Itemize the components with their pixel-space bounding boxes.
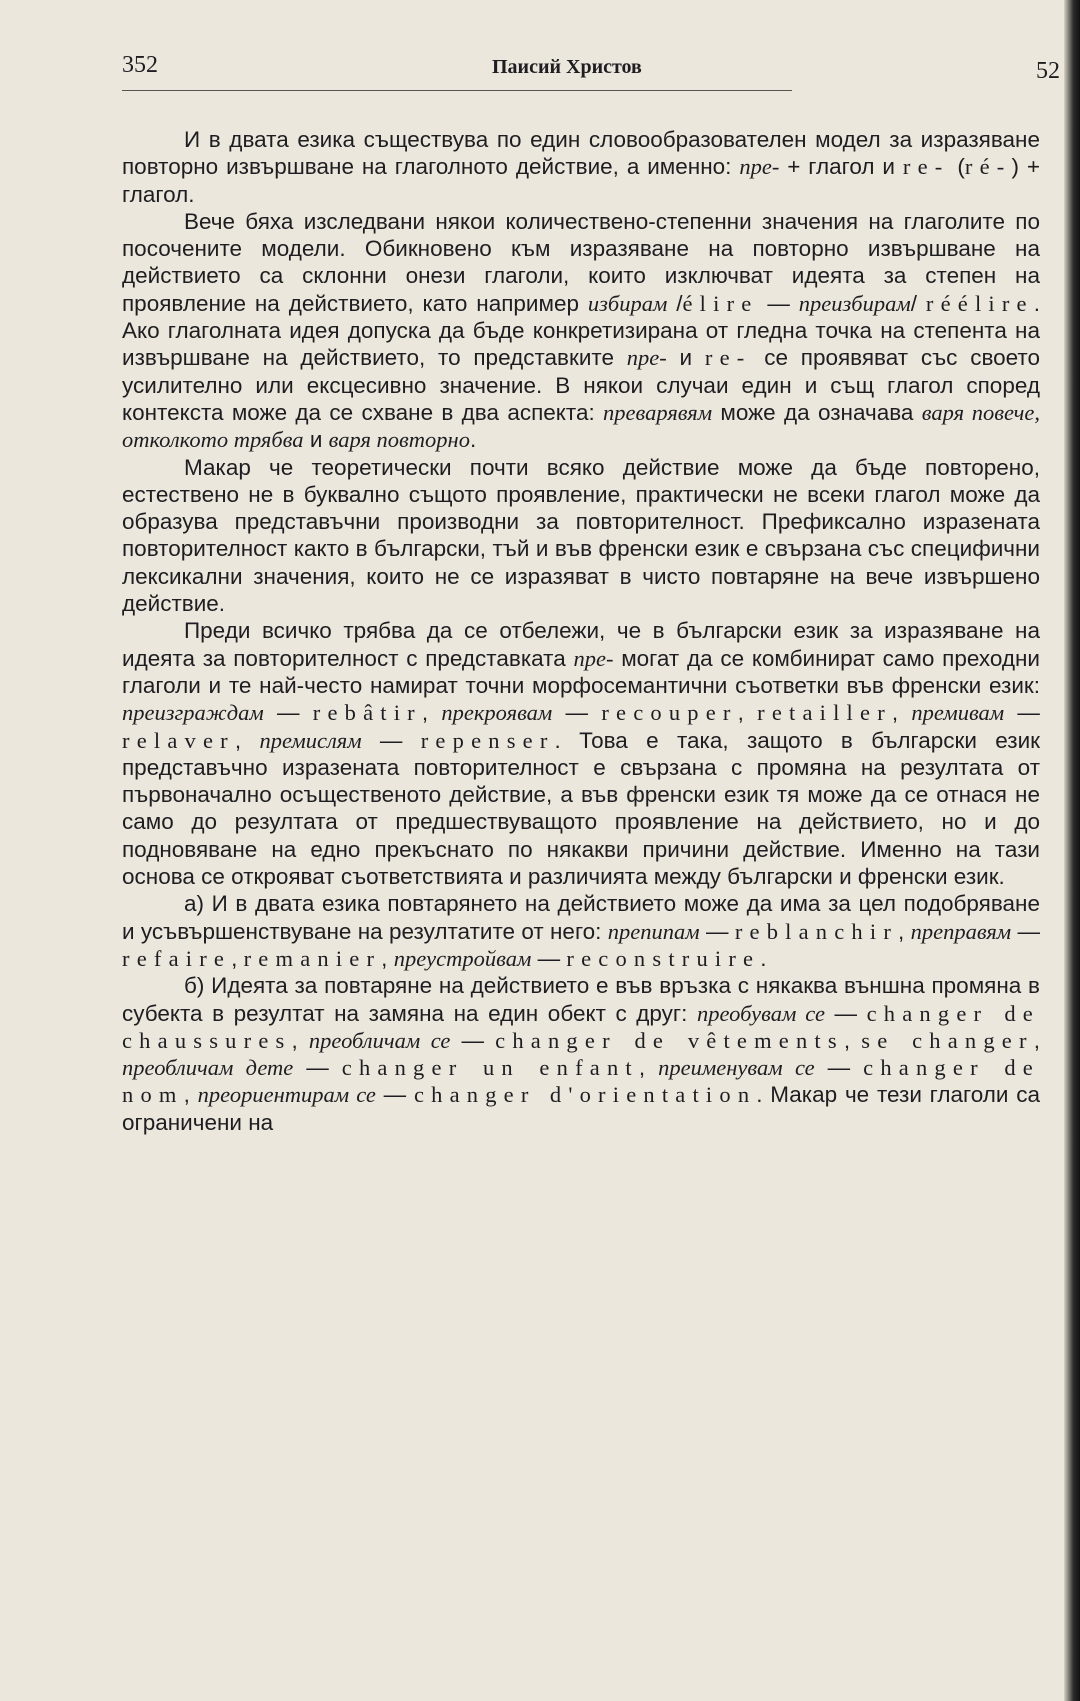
text-run: могат да се комбинират само преходни глаголи и те най-често намират точни морфосемантични съответки във френски език: [122,645,1040,698]
text-run: , [843,1027,862,1053]
text-run: , [421,700,442,726]
french-term: changer un enfant [341,1055,639,1081]
text-run: И в двата езика съществува по един словообразователен модел за изразяване повторно извършване на глаголното действие, а именно: [122,127,1040,180]
text-run: , [891,700,912,726]
text-run: , [183,1082,198,1108]
body-text [122,126,1040,1136]
italic-term: преустройвам [393,945,532,971]
italic-term: преобувам се [696,1000,825,1026]
french-term: recouper [601,700,738,726]
text-run: , [234,727,260,753]
text-run: — [361,727,421,753]
text-run: . [760,945,767,971]
text-run: . Това е така, защото в български език представъчно изразената повторителност е свързана с промяна на резултата от първоначално осъщественото действие, а във френски език тя може да се отнася не само до резултата от предшествуващото проявление на действието, но и до подновяване на едно прекъснато по някакви причини действие. Именно на тази основа се открояват съответствията и различията между български и френски език. [122,727,1040,890]
text-run: ) + глагол. [122,154,1040,207]
italic-term: варя повече, отколкото трябва [122,399,1041,453]
italic-term: пре- [626,345,667,371]
text-run: , [231,945,244,971]
italic-term: избирам [587,290,668,316]
text-run: — [450,1027,496,1053]
text-run: . Ако глаголната идея допуска да бъде конкретизирана от гледна точка на степента на извършване на действието, то представките [122,290,1040,371]
text-run: б) Идеята за повтаряне на действието е във връзка с някаква външна промяна в субекта в резултат на замяна на един обект с друг: [122,973,1040,1026]
french-term: réélire [925,290,1034,316]
italic-term: преименувам се [658,1055,815,1081]
french-term: ré- [964,154,1012,180]
french-term: reconstruire [566,945,761,971]
header-rule [122,90,792,91]
adjacent-page-number: 52 [1036,58,1060,84]
text-run: Вече бяха изследвани някои количествено-степенни значения на глаголите по посочените модели. Обикновено към изразяване на повторно извършване на действието са склонни онези глаголи, които изключват идеята за степен на проявление на действието, като например [122,208,1040,316]
french-term: reblanchir [734,918,899,944]
text-run: може да означава [712,399,922,425]
text-run: — [375,1082,414,1108]
text-run: — [824,1000,867,1026]
french-term: relaver [122,727,235,753]
paragraph-transitive-verbs [122,617,1040,890]
text-run: се проявяват със своето усилително или ексцесивно значение. В някои случаи един и същ глагол според контекста може да се схване в два аспекта: [122,345,1041,425]
text-run: Преди всичко трябва да се отбележи, че в български език за изразяване на идеята за повторителност с представката [122,618,1040,671]
text-run: а) И в двата езика повтарянето на действието може да има за цел подобряване и усъвършенствуване на резултатите от него: [122,891,1040,944]
page-number: 352 [122,52,158,78]
french-term: re- [704,345,752,371]
text-run: — [814,1055,864,1081]
text-run: / [910,290,926,316]
text-run: — [1011,918,1040,944]
french-term: rebâtir [312,700,422,726]
italic-term: преориентирам се [197,1082,376,1108]
text-run: , [1033,1027,1040,1053]
running-title: Паисий Христов [492,56,642,78]
text-run: — [293,1055,342,1081]
italic-term: прекроявам [441,700,553,726]
italic-term: преизграждам [122,700,264,726]
french-term: changer de vêtements [495,1027,844,1053]
italic-term: преизбирам [798,290,911,316]
paragraph-theoretical-repetition [122,454,1040,618]
list-item-a [122,890,1040,972]
french-term: remanier [243,945,382,971]
italic-term: премислям [259,727,362,753]
italic-term: варя повторно [328,427,470,453]
text-run: , [638,1055,659,1081]
italic-term: пре- [573,645,614,671]
french-term: repenser [420,727,555,753]
text-run: , [381,945,394,971]
text-run: Макар че теоретически почти всяко действие може да бъде повторено, естествено не в буквално същото проявление, практически не всеки глагол може да образува представъчни производни за повторителност. Префиксално изразената повторителност както в български, тъй и във френски език е свързана със специфични лексикални значения, които не се изразяват в чисто повтаряне на вече извършено действие. [122,454,1040,617]
french-term: se changer [861,1027,1034,1053]
italic-term: премивам [911,700,1005,726]
book-spine-edge [1064,0,1080,1701]
italic-term: преварявям [603,399,713,425]
italic-term: пре- [739,154,780,180]
french-term: changer d'orientation [413,1082,757,1108]
text-run: . Макар че тези глаголи са ограничени на [122,1082,1040,1135]
italic-term: препипам [607,918,700,944]
text-run: — [1004,700,1040,726]
text-run: , [291,1027,309,1053]
text-run: и [303,427,329,453]
french-term: changer de chaussures [122,1000,1040,1053]
page-header [122,52,1060,92]
paragraph-quantitative-meanings [122,208,1040,454]
text-run: и [666,345,705,371]
text-run: . [469,427,477,453]
french-term: refaire [122,945,232,971]
text-run: + глагол и [779,154,903,180]
list-item-b [122,972,1040,1136]
text-run: ( [949,154,965,180]
italic-term: преобличам се [308,1027,451,1053]
french-term: re- [902,154,950,180]
text-run: , [737,700,758,726]
paragraph-intro [122,126,1040,208]
text-run: , [898,918,911,944]
french-term: retailler [757,700,892,726]
text-run: — [758,290,799,316]
text-run: — [552,700,602,726]
french-term: élire [682,290,759,316]
text-run: — [263,700,313,726]
italic-term: преправям [910,918,1012,944]
text-run: — [531,945,567,971]
italic-term: преобличам дете [122,1055,294,1081]
text-run: / [667,290,683,316]
text-run: — [699,918,735,944]
french-term: changer de nom [122,1055,1040,1108]
